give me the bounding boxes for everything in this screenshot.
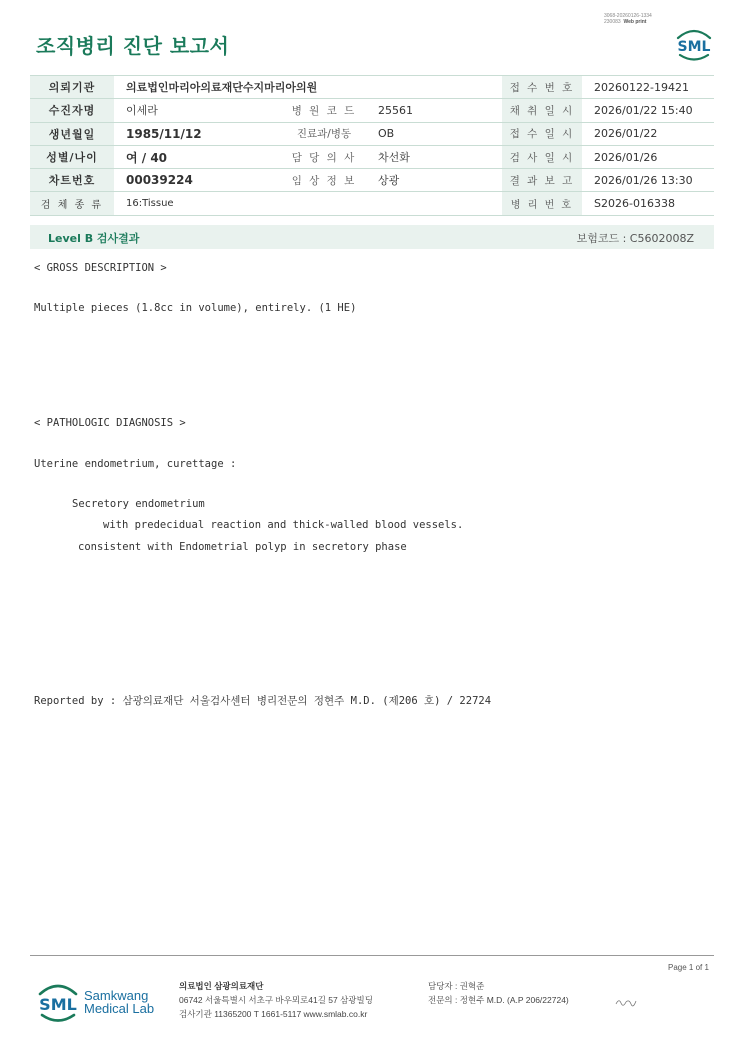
- reported-by: Reported by : 삼광의료재단 서울검사센터 병리전문의 정현주 M.D. (제206 호) / 22724: [34, 695, 492, 707]
- value-doctor: 차선화: [366, 145, 502, 168]
- label-pathology-number: 병 리 번 호: [502, 192, 582, 215]
- sml-logo-icon: [672, 24, 716, 64]
- label-patient-name: 수진자명: [30, 99, 114, 122]
- pathologic-diagnosis-heading: < PATHOLOGIC DIAGNOSIS >: [34, 417, 186, 429]
- value-result-report: 2026/01/26 13:30: [582, 169, 714, 192]
- diagnosis-line: with predecidual reaction and thick-walled blood vessels.: [103, 519, 464, 531]
- diagnosis-line: Uterine endometrium, curettage :: [34, 458, 237, 470]
- value-department: OB: [366, 122, 502, 145]
- signature-icon: [614, 996, 638, 1008]
- diagnosis-line: Secretory endometrium: [72, 498, 205, 510]
- print-label: Web print: [623, 19, 647, 25]
- sml-footer-logo-icon: [36, 980, 80, 1026]
- diagnosis-line: consistent with Endometrial polyp in secretory phase: [78, 541, 407, 553]
- label-sex-age: 성별/나이: [30, 145, 114, 168]
- staff-info: [428, 979, 569, 1007]
- label-receipt-date: 접 수 일 시: [502, 122, 582, 145]
- info-row: [30, 145, 714, 168]
- value-birth-date: 1985/11/12: [114, 122, 282, 145]
- gross-description-heading: < GROSS DESCRIPTION >: [34, 262, 167, 274]
- info-row: [30, 99, 714, 122]
- org-address: 06742 서울특별시 서초구 바우뫼로41길 57 삼광빌딩: [179, 995, 373, 1005]
- manager: 담당자 : 권혁준: [428, 981, 485, 991]
- page-number: Page 1 of 1: [668, 963, 709, 972]
- label-result-report: 결 과 보 고: [502, 169, 582, 192]
- info-row: [30, 122, 714, 145]
- label-requesting-institution: 의뢰기관: [30, 76, 114, 99]
- label-chart-number: 차트번호: [30, 169, 114, 192]
- insurance-code: 보험코드 : C5602008Z: [576, 232, 694, 245]
- label-clinical-info: 임 상 정 보: [282, 169, 366, 192]
- label-doctor: 담 당 의 사: [282, 145, 366, 168]
- value-patient-name: 이세라: [114, 99, 282, 122]
- footer-logo-text: SML: [39, 995, 77, 1014]
- print-code-2: 230083: [604, 19, 621, 25]
- report-title: 조직병리 진단 보고서: [36, 34, 230, 58]
- label-receipt-number: 접 수 번 호: [502, 76, 582, 99]
- org-info: [179, 979, 373, 1021]
- info-row: [30, 192, 714, 215]
- level-result-bar: [30, 225, 714, 249]
- value-receipt-date: 2026/01/22: [582, 122, 714, 145]
- patient-info-table: [30, 75, 714, 216]
- brand-name: [84, 989, 154, 1015]
- value-specimen-type: 16:Tissue: [114, 192, 502, 215]
- label-hospital-code: 병 원 코 드: [282, 99, 366, 122]
- footer-divider: [30, 955, 714, 956]
- value-receipt-number: 20260122-19421: [582, 76, 714, 99]
- info-row: [30, 169, 714, 192]
- print-meta: [604, 13, 652, 25]
- org-contact: 검사기관 11365200 T 1661-5117 www.smlab.co.kr: [179, 1009, 368, 1019]
- value-clinical-info: 상광: [366, 169, 502, 192]
- brand-line-1: Samkwang: [84, 988, 149, 1003]
- info-row: [30, 76, 714, 99]
- label-birth-date: 생년월일: [30, 122, 114, 145]
- value-pathology-number: S2026-016338: [582, 192, 714, 215]
- brand-line-2: Medical Lab: [84, 1001, 155, 1016]
- org-name: 의료법인 삼광의료재단: [179, 981, 264, 991]
- value-sex-age: 여 / 40: [114, 145, 282, 168]
- value-requesting-institution: 의료법인마리아의료재단수지마리아의원: [114, 76, 502, 99]
- value-collection-datetime: 2026/01/22 15:40: [582, 99, 714, 122]
- label-test-date: 검 사 일 시: [502, 145, 582, 168]
- value-hospital-code: 25561: [366, 99, 502, 122]
- gross-description-text: Multiple pieces (1.8cc in volume), entirely. (1 HE): [34, 302, 357, 314]
- value-test-date: 2026/01/26: [582, 145, 714, 168]
- level-label: Level B 검사결과: [48, 232, 140, 245]
- label-department: 진료과/병동: [282, 122, 366, 145]
- specialist: 전문의 : 정현주 M.D. (A.P 206/22724): [428, 995, 569, 1005]
- label-collection-datetime: 채 취 일 시: [502, 99, 582, 122]
- print-code-2-line: [604, 19, 652, 25]
- logo-text: SML: [677, 39, 711, 55]
- label-specimen-type: 검 체 종 류: [30, 192, 114, 215]
- value-chart-number: 00039224: [114, 169, 282, 192]
- print-code-1: 3068-20260126-1334: [604, 13, 652, 19]
